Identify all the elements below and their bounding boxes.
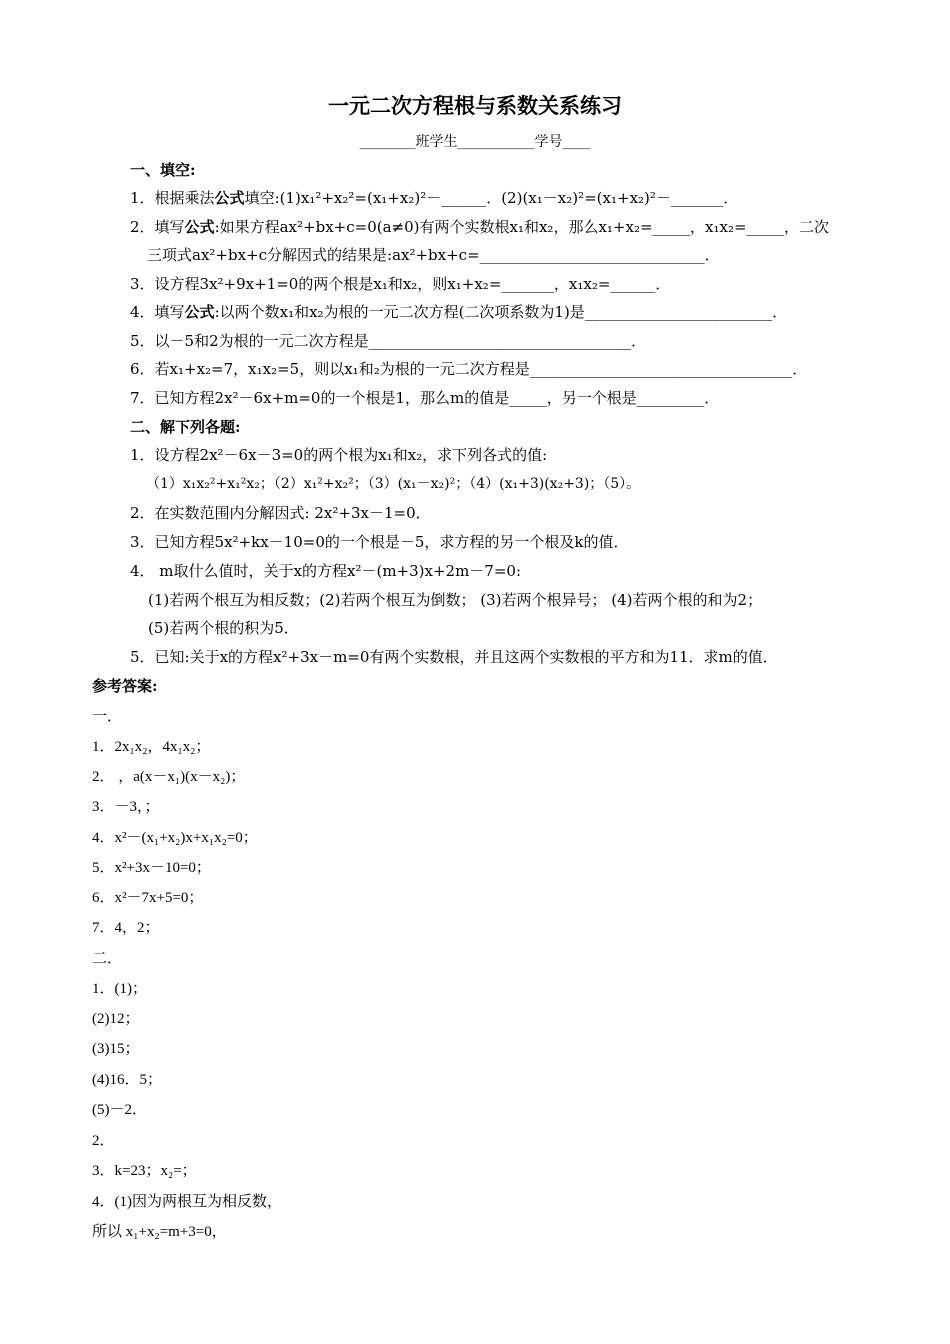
answer-1-7: 7．4，2； xyxy=(92,920,160,936)
answer-1-3: 3．－3，； xyxy=(92,799,160,815)
answers-part2-label: 二． xyxy=(92,951,123,967)
answer-1-5: 5．x²+3x－10=0； xyxy=(92,860,211,876)
section-fill-in-heading: 一、填空: xyxy=(130,161,196,179)
q-keyword: 公式 xyxy=(184,218,215,236)
q-prefix: 2．填写 xyxy=(130,218,185,236)
question-2-3: 3．已知方程5x²+kx－10=0的一个根是－5，求方程的另一个根及k的值． xyxy=(130,533,629,551)
question-1-4 xyxy=(130,302,787,322)
q-keyword: 公式 xyxy=(184,303,215,321)
question-1-2 xyxy=(130,217,829,237)
question-2-1: 1．设方程2x²－6x－3=0的两个根为x₁和x₂，求下列各式的值: xyxy=(130,446,548,464)
q-keyword: 公式 xyxy=(214,189,245,207)
answer-1-6: 6．x²－7x+5=0； xyxy=(92,890,204,906)
answer-2-2: 2． xyxy=(92,1133,115,1149)
question-2-4-parts: (1)若两个根互为相反数；(2)若两个根互为倒数； (3)若两个根异号； (4)若两个根的和为2； xyxy=(148,591,763,609)
answer-2-1-2: (2)12； xyxy=(92,1011,140,1027)
answer-1-4: 4．x²－(x₁+x₂)x+x₁x₂=0； xyxy=(92,830,258,846)
answer-2-1-4: (4)16．5； xyxy=(92,1072,162,1088)
class-name-number-line: ________班学生___________学号____ xyxy=(359,134,591,150)
question-2-5: 5．已知:关于x的方程x²+3x－m=0有两个实数根，并且这两个实数根的平方和为11．求m的值． xyxy=(130,648,778,666)
question-1-3: 3．设方程3x²+9x+1=0的两个根是x₁和x₂，则x₁+x₂=_______，x₁x₂=______． xyxy=(130,275,671,293)
q-text: :如果方程ax²+bx+c=0(a≠0)有两个实数根x₁和x₂，那么x₁+x₂=_____，x₁x₂=_____，二次 xyxy=(214,218,830,236)
q-text: :以两个数x₁和x₂为根的一元二次方程(二次项系数为1)是_________________________． xyxy=(214,303,788,321)
question-1-1 xyxy=(130,188,738,208)
q-prefix: 4．填写 xyxy=(130,303,185,321)
question-1-5: 5．以－5和2为根的一元二次方程是___________________________________． xyxy=(130,332,647,350)
q-text: 填空:(1)x₁²+x₂²=(x₁+x₂)²－______．(2)(x₁－x₂)²=(x₁+x₂)²－_______． xyxy=(244,189,739,207)
question-2-4: 4． m取什么值时，关于x的方程x²－(m+3)x+2m－7=0: xyxy=(130,562,522,580)
question-1-7: 7．已知方程2x²－6x+m=0的一个根是1，那么m的值是_____，另一个根是_________． xyxy=(130,389,720,407)
answer-1-1: 1．2x₁x₂，4x₁x₂； xyxy=(92,739,211,755)
answers-heading: 参考答案: xyxy=(92,677,158,695)
section-solve-heading: 二、解下列各题: xyxy=(130,418,241,436)
question-2-4-part5: (5)若两个根的积为5． xyxy=(148,619,299,637)
page-title: 一元二次方程根与系数关系练习 xyxy=(328,93,622,118)
answer-2-4-step: 所以 x₁+x₂=m+3=0， xyxy=(92,1224,227,1240)
answer-2-1: 1．(1)； xyxy=(92,981,147,997)
answer-2-4: 4．(1)因为两根互为相反数， xyxy=(92,1194,282,1210)
q-prefix: 1．根据乘法 xyxy=(130,189,215,207)
question-2-2: 2．在实数范围内分解因式: 2x²+3x－1=0． xyxy=(130,504,431,522)
answers-part1-label: 一． xyxy=(92,709,123,725)
question-1-6: 6．若x₁+x₂=7，x₁x₂=5，则以x₁和₂为根的一元二次方程是___________________________________． xyxy=(130,360,808,378)
answer-1-2: 2． ，a(x－x₁)(x－x₂)； xyxy=(92,769,246,785)
answer-2-1-3: (3)15； xyxy=(92,1041,140,1057)
answer-2-1-5: (5)－2． xyxy=(92,1102,147,1118)
answer-2-3: 3．k=23；x₂=； xyxy=(92,1163,197,1179)
question-1-2-cont: 三项式ax²+bx+c分解因式的结果是:ax²+bx+c=______________________________． xyxy=(147,246,720,264)
question-2-1-subparts: （1）x₁x₂²+x₁²x₂；（2）x₁²+x₂²；（3）(x₁－x₂)²；（4）(x₁+3)(x₂+3)；（5）。 xyxy=(146,476,641,492)
